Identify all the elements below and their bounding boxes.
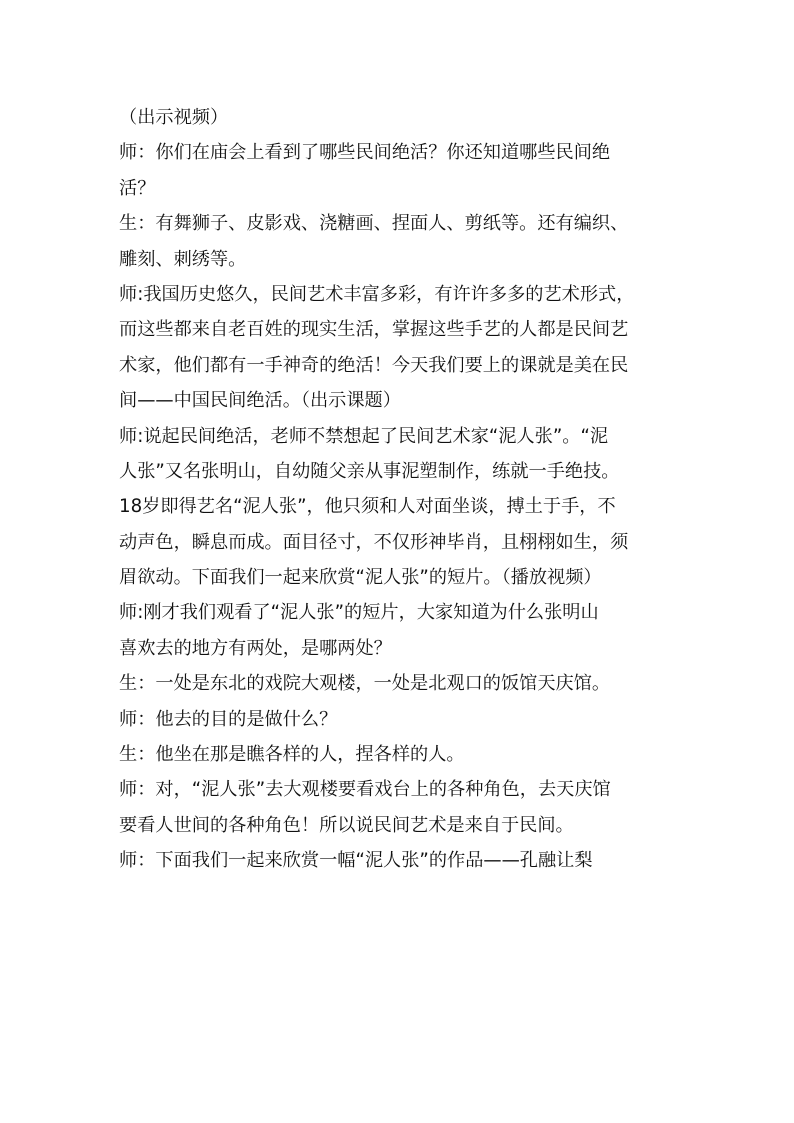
text-line: 生：他坐在那是瞧各样的人，捏各样的人。 — [119, 744, 465, 766]
text-line: 师:说起民间绝活，老师不禁想起了民间艺术家“泥人张”。“泥 — [119, 425, 609, 447]
text-line: 18岁即得艺名“泥人张”，他只须和人对面坐谈，搏土于手，不 — [119, 496, 616, 518]
text-line: 雕刻、刺绣等。 — [119, 248, 247, 270]
text-line: 间——中国民间绝活。（出示课题） — [119, 390, 401, 412]
text-line: 师:我国历史悠久，民间艺术丰富多彩，有许许多多的艺术形式， — [119, 283, 635, 305]
text-line: 师：下面我们一起来欣赏一幅“泥人张”的作品——孔融让梨 — [119, 850, 593, 872]
text-line: 活？ — [119, 177, 156, 199]
text-line: 生：一处是东北的戏院大观楼，一处是北观口的饭馆天庆馆。 — [119, 673, 611, 695]
text-line: 要看人世间的各种角色！所以说民间艺术是来自于民间。 — [119, 814, 574, 836]
text-line: 喜欢去的地方有两处，是哪两处？ — [119, 637, 392, 659]
text-line: 术家，他们都有一手神奇的绝活！今天我们要上的课就是美在民 — [119, 354, 629, 376]
text-line: 生：有舞狮子、皮影戏、浇糖画、捏面人、剪纸等。还有编织、 — [119, 213, 629, 235]
text-line: 动声色，瞬息而成。面目径寸，不仅形神毕肖，且栩栩如生，须 — [119, 531, 629, 553]
text-line: 师:刚才我们观看了“泥人张”的短片，大家知道为什么张明山 — [119, 602, 599, 624]
text-line: 眉欲动。下面我们一起来欣赏“泥人张”的短片。（播放视频） — [119, 567, 602, 589]
text-line: 人张”又名张明山，自幼随父亲从事泥塑制作，练就一手绝技。 — [119, 460, 620, 482]
text-line: 师：对，“泥人张”去大观楼要看戏台上的各种角色，去天庆馆 — [119, 779, 611, 801]
lesson-transcript — [119, 100, 685, 879]
text-line: （出示视频） — [119, 107, 229, 128]
text-line: 而这些都来自老百姓的现实生活，掌握这些手艺的人都是民间艺 — [119, 319, 629, 341]
text-line: 师：你们在庙会上看到了哪些民间绝活？你还知道哪些民间绝 — [119, 142, 611, 164]
text-line: 师：他去的目的是做什么？ — [119, 708, 338, 730]
